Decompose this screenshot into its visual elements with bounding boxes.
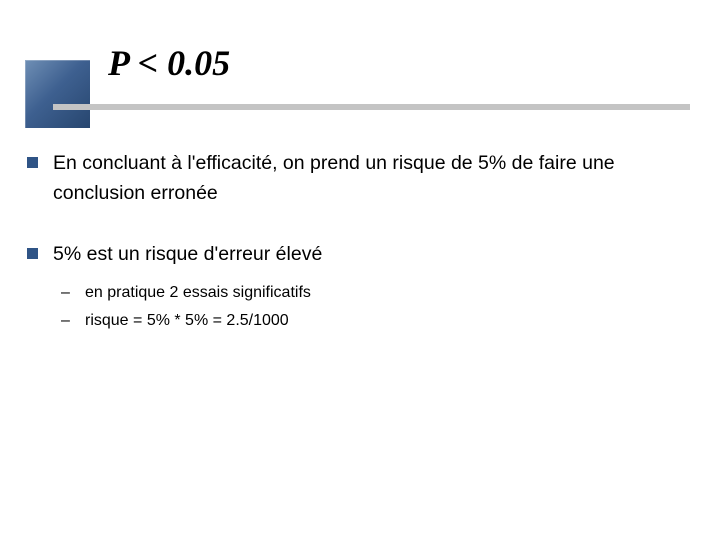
decorative-square: [25, 60, 90, 128]
square-bullet-icon: [27, 157, 38, 168]
bullet-text: En concluant à l'efficacité, on prend un risque de 5% de faire une conclusion erronée: [53, 152, 615, 204]
sub-bullet-text: risque = 5% * 5% = 2.5/1000: [85, 312, 289, 329]
sub-bullet-text: en pratique 2 essais significatifs: [85, 284, 311, 301]
square-bullet-icon: [27, 248, 38, 259]
dash-bullet-icon: –: [61, 284, 70, 301]
sub-bullet-item: [61, 307, 687, 335]
bullet-list: [27, 148, 687, 335]
bullet-text: 5% est un risque d'erreur élevé: [53, 243, 323, 265]
slide-title: P < 0.05: [108, 43, 231, 83]
bullet-item: [27, 148, 687, 208]
dash-bullet-icon: –: [61, 312, 70, 329]
sub-bullet-list: [61, 279, 687, 335]
bullet-item: [27, 239, 687, 335]
sub-bullet-item: [61, 279, 687, 307]
title-rule: [53, 104, 690, 110]
